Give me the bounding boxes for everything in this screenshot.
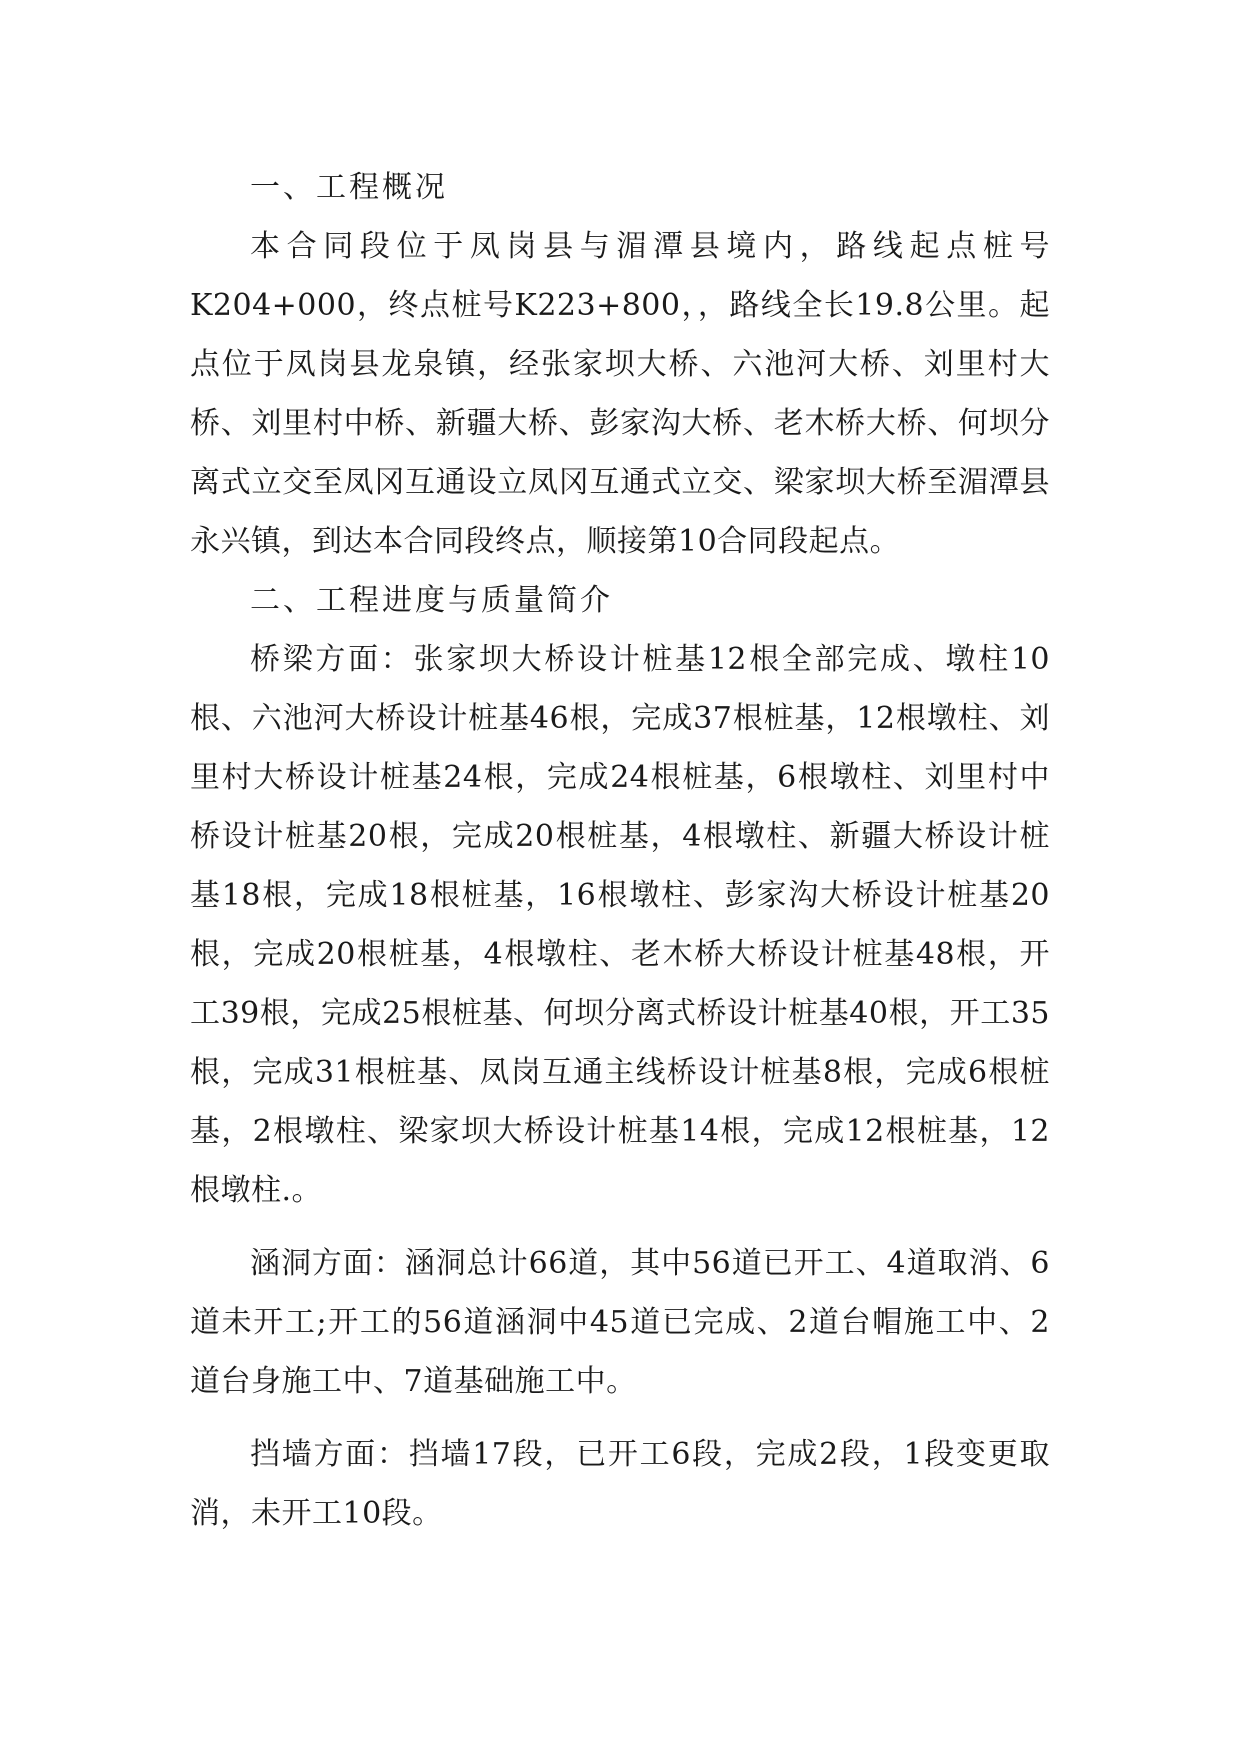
section-heading-overview: 一、工程概况 (250, 170, 448, 205)
section-heading-progress: 二、工程进度与质量简介 (250, 583, 613, 618)
bridge-progress-paragraph: 桥梁方面：张家坝大桥设计桩基12根全部完成、墩柱10根、六池河大桥设计桩基46根，完成37根桩基，12根墩柱、刘里村大桥设计桩基24根，完成24根桩基，6根墩柱、刘里村中桥设计桩基20根，完成20根桩基，4根墩柱、新疆大桥设计桩基18根，完成18根桩基，16根墩柱、彭家沟大桥设计桩基20根，完成20根桩基，4根墩柱、老木桥大桥设计桩基48根，开工39根，完成25根桩基、何坝分离式桥设计桩基40根，开工35根，完成31根桩基、凤岗互通主线桥设计桩基8根，完成6根桩基，2根墩柱、梁家坝大桥设计桩基14根，完成12根桩基，12根墩柱.。 (190, 642, 1050, 1208)
culvert-progress-paragraph: 涵洞方面：涵洞总计66道，其中56道已开工、4道取消、6道未开工;开工的56道涵洞中45道已完成、2道台帽施工中、2道台身施工中、7道基础施工中。 (190, 1246, 1050, 1399)
document-body (190, 158, 1050, 1543)
retaining-wall-progress-paragraph: 挡墙方面：挡墙17段，已开工6段，完成2段，1段变更取消，未开工10段。 (190, 1437, 1050, 1531)
overview-paragraph: 本合同段位于凤岗县与湄潭县境内，路线起点桩号K204+000，终点桩号K223+800，，路线全长19.8公里。起点位于凤岗县龙泉镇，经张家坝大桥、六池河大桥、刘里村大桥、刘里村中桥、新疆大桥、彭家沟大桥、老木桥大桥、何坝分离式立交至凤冈互通设立凤冈互通式立交、梁家坝大桥至湄潭县永兴镇，到达本合同段终点，顺接第10合同段起点。 (190, 229, 1050, 559)
